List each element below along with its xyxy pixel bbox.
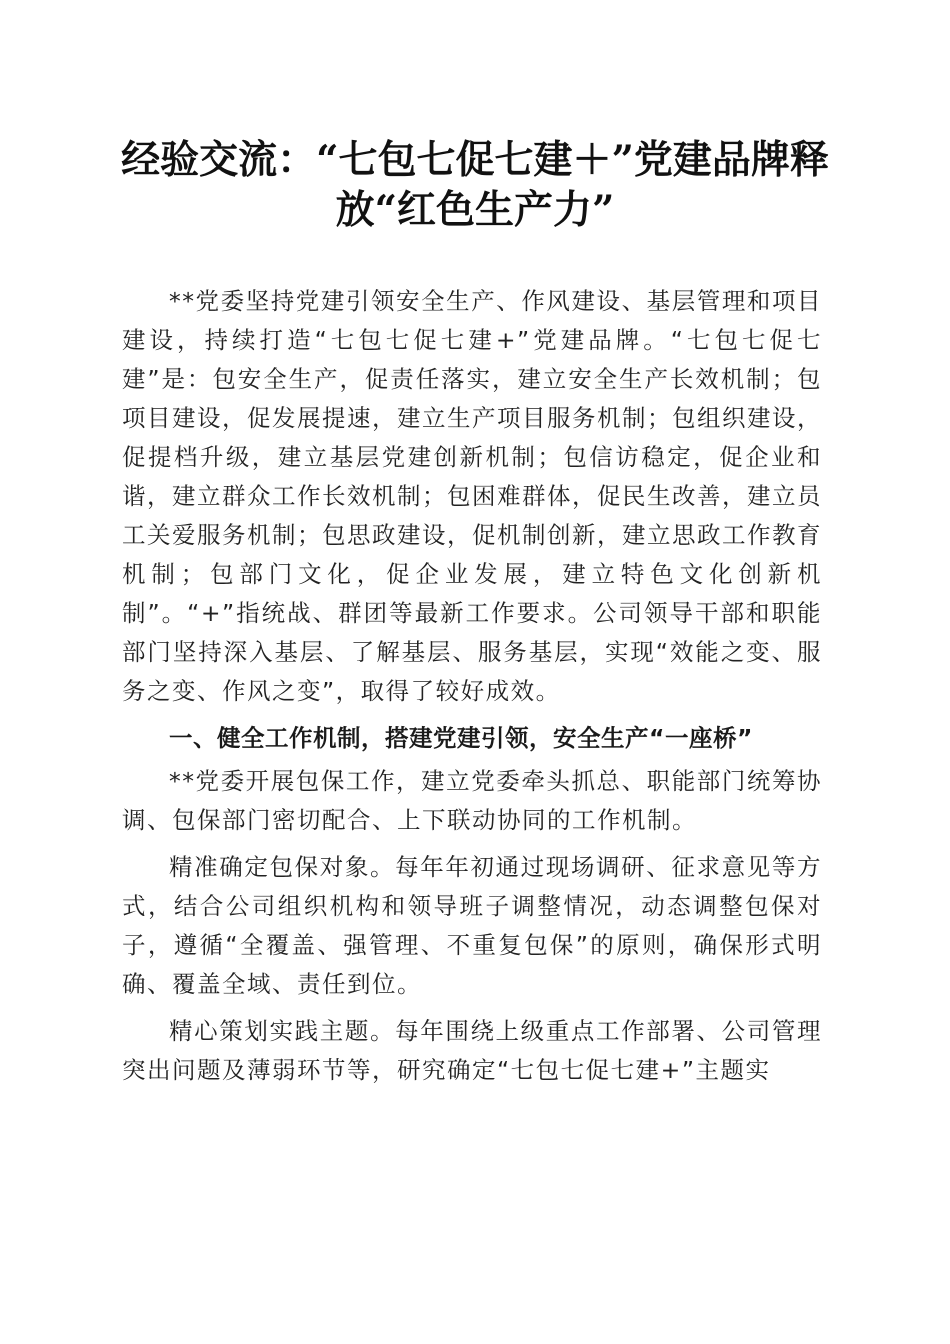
body-paragraph: 精心策划实践主题。每年围绕上级重点工作部署、公司管理突出问题及薄弱环节等，研究确定“七包七促七建+”主题实 [122, 1017, 822, 1084]
body-paragraph: **党委开展包保工作，建立党委牵头抓总、职能部门统筹协调、包保部门密切配合、上下联动协同的工作机制。 [122, 767, 822, 834]
document-title [100, 135, 850, 235]
section-heading-1: 一、健全工作机制，搭建党建引领，安全生产“一座桥” [169, 724, 753, 752]
title-line-1: 经验交流：“七包七促七建＋”党建品牌释 [121, 137, 829, 183]
intro-paragraph: **党委坚持党建引领安全生产、作风建设、基层管理和项目建设，持续打造“七包七促七建+”党建品牌。“七包七促七建”是：包安全生产，促责任落实，建立安全生产长效机制；包项目建设，促发展提速，建立生产项目服务机制；包组织建设，促提档升级，建立基层党建创新机制；包信访稳定，促企业和谐，建立群众工作长效机制；包困难群体，促民生改善，建立员工关爱服务机制；包思政建设，促机制创新，建立思政工作教育机制；包部门文化，促企业发展，建立特色文化创新机制”。“+”指统战、群团等最新工作要求。公司领导干部和职能部门坚持深入基层、了解基层、服务基层，实现“效能之变、服务之变、作风之变”，取得了较好成效。 [122, 287, 822, 705]
document-body [122, 282, 822, 1090]
title-line-2: 放“红色生产力” [335, 187, 615, 233]
body-paragraph: 精准确定包保对象。每年年初通过现场调研、征求意见等方式，结合公司组织机构和领导班子调整情况，动态调整包保对子，遵循“全覆盖、强管理、不重复包保”的原则，确保形式明确、覆盖全域、责任到位。 [122, 853, 822, 998]
